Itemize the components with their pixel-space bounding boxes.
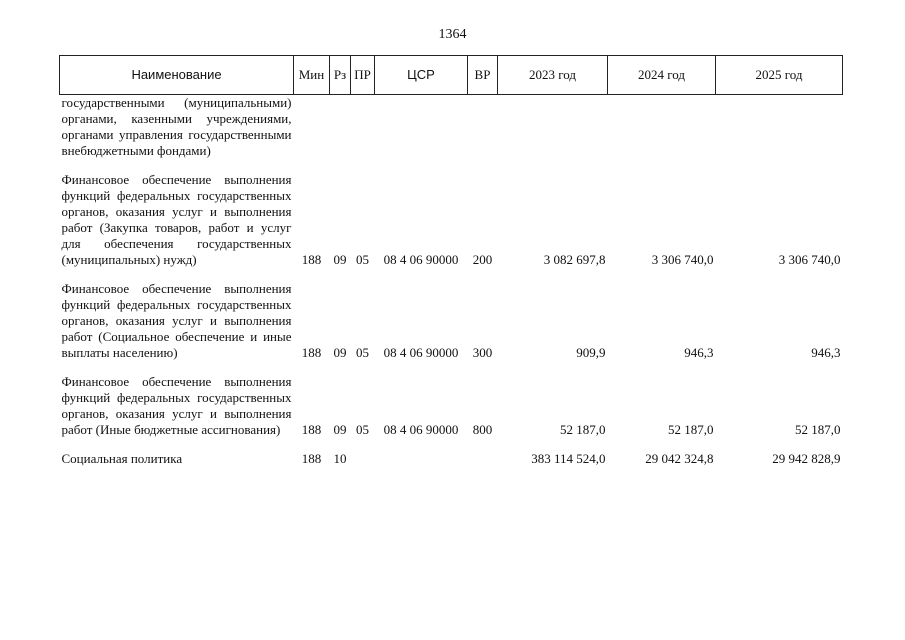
table-row: [60, 374, 843, 451]
row-pr: 05: [356, 252, 369, 267]
row-rz: 09: [333, 252, 347, 267]
table-row: [60, 281, 843, 374]
row-vr: 800: [472, 422, 493, 437]
row-2024: [608, 95, 716, 173]
row-2023: 52 187,0: [560, 422, 606, 437]
row-vr: 200: [472, 252, 493, 267]
row-2023: 383 114 524,0: [531, 451, 606, 466]
row-rz: 10: [333, 451, 347, 466]
budget-table: [59, 55, 843, 467]
row-csr: 08 4 06 90000: [383, 422, 459, 437]
header-vr: ВР: [468, 56, 498, 95]
row-vr: [468, 451, 498, 467]
row-2025: 52 187,0: [795, 422, 841, 437]
row-csr: [375, 451, 468, 467]
row-2023: 909,9: [576, 345, 606, 360]
row-vr: 300: [472, 345, 493, 360]
row-2024: 946,3: [684, 345, 714, 360]
table-row: [60, 95, 843, 173]
header-2023: 2023 год: [498, 56, 608, 95]
row-min: 188: [301, 422, 322, 437]
row-2023: [498, 95, 608, 173]
row-pr: [351, 95, 375, 173]
header-csr: ЦСР: [375, 56, 468, 95]
row-2025: [716, 95, 843, 173]
table-row: [60, 172, 843, 281]
header-2024: 2024 год: [608, 56, 716, 95]
table-header-row: [60, 56, 843, 95]
row-2024: 3 306 740,0: [651, 252, 714, 267]
row-min: 188: [301, 345, 322, 360]
row-rz: [330, 95, 351, 173]
header-pr: ПР: [351, 56, 375, 95]
row-2025: 29 942 828,9: [772, 451, 841, 466]
header-2025: 2025 год: [716, 56, 843, 95]
row-2024: 52 187,0: [668, 422, 714, 437]
row-vr: [468, 95, 498, 173]
row-rz: 09: [333, 422, 347, 437]
header-min: Мин: [294, 56, 330, 95]
row-pr: 05: [356, 345, 369, 360]
row-2023: 3 082 697,8: [543, 252, 606, 267]
table-row: [60, 451, 843, 467]
row-rz: 09: [333, 345, 347, 360]
header-rz: Рз: [330, 56, 351, 95]
row-name: государственными (муниципальными) органами, казенными учреждениями, органами управления государственными внебюджетными фондами): [61, 95, 292, 158]
row-csr: 08 4 06 90000: [383, 345, 459, 360]
row-2024: 29 042 324,8: [645, 451, 714, 466]
row-min: [294, 95, 330, 173]
row-name: Финансовое обеспечение выполнения функций федеральных государственных органов, оказания услуг и выполнения работ (Иные бюджетные ассигнования): [61, 374, 292, 437]
row-name: Финансовое обеспечение выполнения функций федеральных государственных органов, оказания услуг и выполнения работ (Социальное обеспечение и иные выплаты населению): [61, 281, 292, 360]
row-pr: [351, 451, 375, 467]
header-name: Наименование: [60, 56, 294, 95]
row-2025: 3 306 740,0: [778, 252, 841, 267]
row-name: Финансовое обеспечение выполнения функций федеральных государственных органов, оказания услуг и выполнения работ (Закупка товаров, работ и услуг для обеспечения государственных (муниципальных) нужд): [61, 172, 292, 267]
row-name: Социальная политика: [61, 451, 183, 466]
row-csr: [375, 95, 468, 173]
row-min: 188: [301, 252, 322, 267]
row-pr: 05: [356, 422, 369, 437]
page-number: 1364: [438, 27, 467, 42]
row-csr: 08 4 06 90000: [383, 252, 459, 267]
row-2025: 946,3: [811, 345, 841, 360]
row-min: 188: [301, 451, 322, 466]
